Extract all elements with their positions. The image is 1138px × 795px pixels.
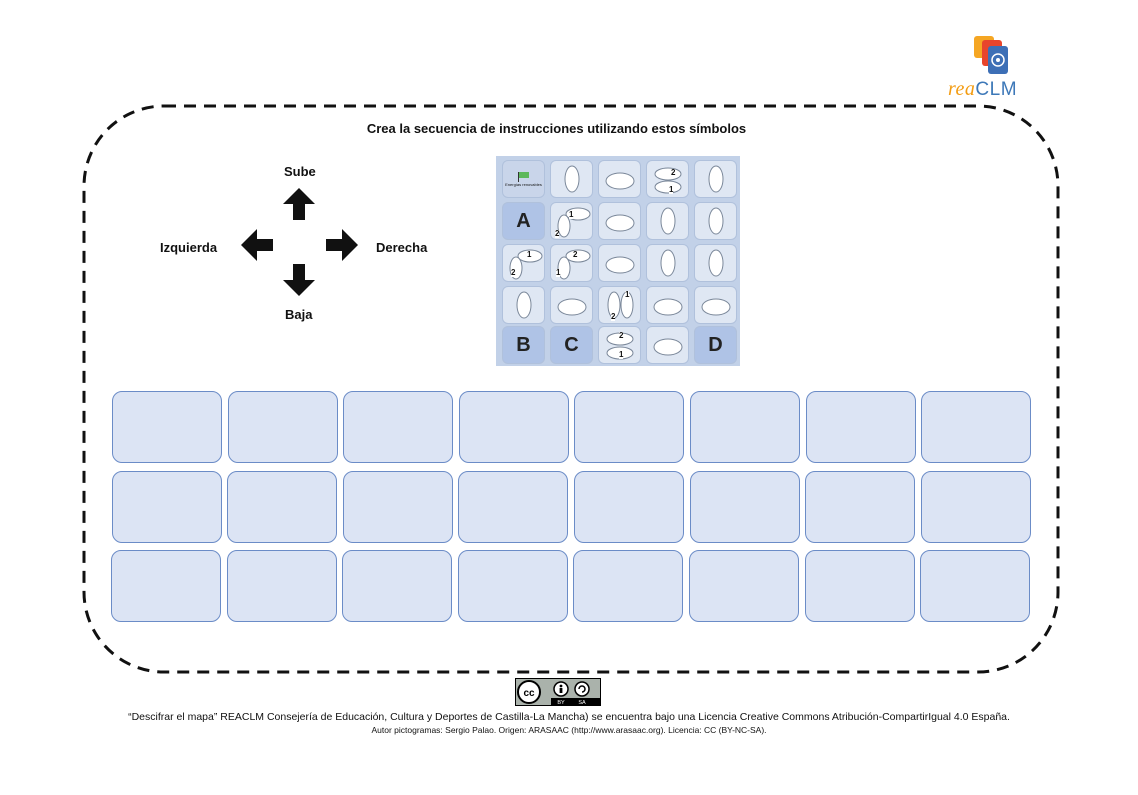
- answer-cell[interactable]: [690, 471, 800, 543]
- cloud-corner-icon: [504, 246, 544, 280]
- label-up: Sube: [284, 164, 316, 179]
- creative-commons-badge: [515, 678, 601, 706]
- cloud-horizontal-icon: [600, 204, 640, 238]
- cloud-horizontal-icon: [600, 162, 640, 196]
- answer-cell[interactable]: [112, 391, 222, 463]
- reaclm-logo-mark-icon: [972, 34, 1014, 78]
- answer-cell[interactable]: [920, 550, 1030, 622]
- cloud-horizontal-icon: [648, 328, 688, 362]
- answer-cell[interactable]: [921, 471, 1031, 543]
- answer-cell[interactable]: [227, 550, 337, 622]
- cloud-vertical-icon: [648, 246, 688, 280]
- cc-text: cc: [523, 688, 535, 699]
- step-number: 2: [573, 250, 578, 259]
- wind-cloud-cell: [502, 244, 545, 282]
- wind-cloud-cell: [694, 244, 737, 282]
- wind-cloud-cell: [550, 244, 593, 282]
- step-number: 2: [611, 312, 616, 321]
- step-number: 2: [555, 229, 560, 238]
- answer-cell[interactable]: [689, 550, 799, 622]
- cloud-vertical-icon: [600, 288, 640, 322]
- wind-cloud-cell: [550, 286, 593, 324]
- arrow-right-icon: [324, 227, 360, 263]
- cloud-horizontal-icon: [552, 288, 592, 322]
- reaclm-logo-text: reaCLM: [948, 78, 1018, 100]
- cloud-horizontal-icon: [648, 288, 688, 322]
- cloud-vertical-icon: [504, 288, 544, 322]
- answer-cell[interactable]: [690, 391, 800, 463]
- wind-cloud-cell: [694, 202, 737, 240]
- cloud-horizontal-icon: [696, 288, 736, 322]
- letter-tile-a: A: [502, 202, 545, 240]
- step-number: 1: [669, 185, 674, 194]
- cloud-vertical-icon: [648, 204, 688, 238]
- answer-cell[interactable]: [342, 550, 452, 622]
- wind-cloud-cell: [502, 286, 545, 324]
- wind-cloud-cell: [598, 202, 641, 240]
- label-down: Baja: [285, 307, 313, 322]
- arrow-down-icon: [281, 262, 317, 298]
- label-right: Derecha: [376, 240, 428, 255]
- answer-cell[interactable]: [458, 471, 568, 543]
- wind-cloud-cell: [646, 286, 689, 324]
- answer-cell[interactable]: [111, 550, 221, 622]
- wind-cloud-cell: [598, 286, 641, 324]
- reaclm-logo: [944, 34, 1036, 98]
- flag-icon: [517, 172, 531, 182]
- label-left: Izquierda: [160, 240, 218, 255]
- step-number: 1: [625, 290, 630, 299]
- step-number: 2: [511, 268, 516, 277]
- step-number: 1: [556, 268, 561, 277]
- answer-cell[interactable]: [806, 391, 916, 463]
- step-number: 1: [619, 350, 624, 359]
- wind-cloud-cell: [598, 160, 641, 198]
- wind-cloud-cell: [550, 202, 593, 240]
- arrow-left-icon: [239, 227, 275, 263]
- answer-cell[interactable]: [459, 391, 569, 463]
- cloud-vertical-icon: [696, 204, 736, 238]
- step-number: 1: [527, 250, 532, 259]
- wind-cloud-cell: [646, 326, 689, 364]
- cloud-horizontal-icon: [600, 246, 640, 280]
- step-number: 2: [619, 331, 624, 340]
- license-line: “Descifrar el mapa” REACLM Consejería de Educación, Cultura y Deportes de Castilla-La Mancha) se encuentra bajo una Licencia Creative Commons Atribución-CompartirIgual 4.0 España.: [128, 711, 1010, 723]
- answer-cell[interactable]: [458, 550, 568, 622]
- wind-cloud-cell: [646, 160, 689, 198]
- wind-cloud-cell: [694, 160, 737, 198]
- instructions-title: Crea la secuencia de instrucciones utilizando estos símbolos: [366, 121, 747, 136]
- answer-cell[interactable]: [805, 550, 915, 622]
- pictogram-credit-line: Autor pictogramas: Sergio Palao. Origen: ARASAAC (http://www.arasaac.org). Licencia: CC (BY-NC-SA).: [371, 725, 767, 735]
- answer-cell[interactable]: [112, 471, 222, 543]
- start-cell: [502, 160, 545, 198]
- step-number: 2: [671, 168, 676, 177]
- wind-cloud-cell: [646, 244, 689, 282]
- answer-cell[interactable]: [805, 471, 915, 543]
- start-cell-label: Energías renovables: [505, 181, 542, 187]
- letter-tile-b: B: [502, 326, 545, 364]
- cloud-vertical-icon: [696, 246, 736, 280]
- step-number: 1: [569, 210, 574, 219]
- wind-cloud-cell: [598, 244, 641, 282]
- answer-cell[interactable]: [343, 471, 453, 543]
- letter-tile-d: D: [694, 326, 737, 364]
- by-text: BY: [557, 700, 565, 706]
- puzzle-map: [496, 156, 740, 366]
- answer-cell[interactable]: [343, 391, 453, 463]
- wind-cloud-cell: [646, 202, 689, 240]
- sa-text: SA: [578, 700, 586, 706]
- cloud-vertical-icon: [552, 162, 592, 196]
- arrow-up-icon: [281, 186, 317, 222]
- wind-cloud-cell: [598, 326, 641, 364]
- answer-cell[interactable]: [921, 391, 1031, 463]
- answer-cell[interactable]: [227, 471, 337, 543]
- wind-cloud-cell: [550, 160, 593, 198]
- answer-cell[interactable]: [573, 550, 683, 622]
- letter-tile-c: C: [550, 326, 593, 364]
- cloud-vertical-icon: [696, 162, 736, 196]
- answer-cell[interactable]: [228, 391, 338, 463]
- answer-cell[interactable]: [574, 391, 684, 463]
- wind-cloud-cell: [694, 286, 737, 324]
- cloud-horizontal-icon: [648, 162, 688, 196]
- answer-cell[interactable]: [574, 471, 684, 543]
